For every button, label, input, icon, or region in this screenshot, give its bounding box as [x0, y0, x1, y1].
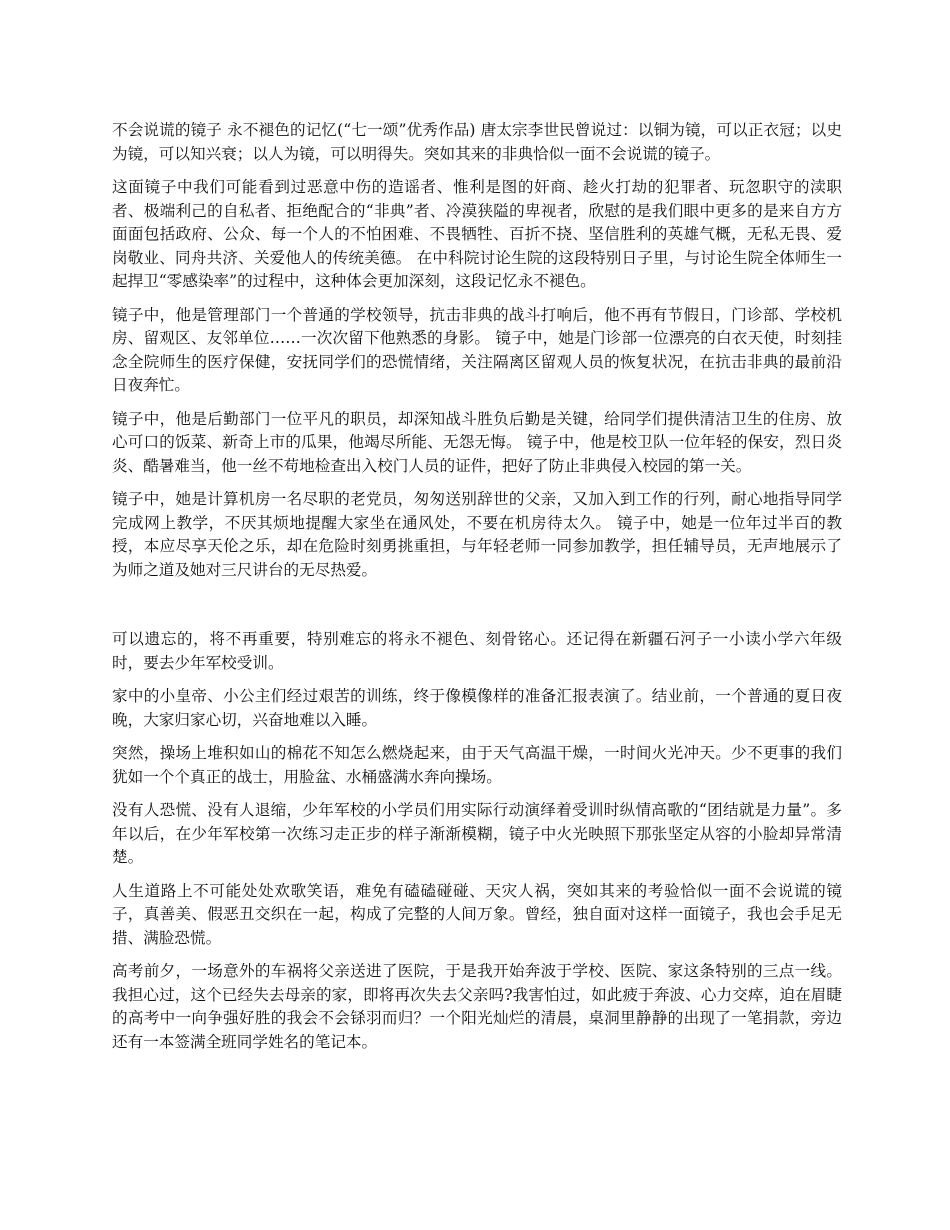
paragraph-9: 没有人恐慌、没有人退缩，少年军校的小学员们用实际行动演绎着受训时纵情高歌的“团结就是力量”。多年以后，在少年军校第一次练习走正步的样子渐渐模糊，镜子中火光映照下那张坚定从容的小脸却异常清楚。 [112, 801, 842, 866]
paragraph-11: 高考前夕，一场意外的车祸将父亲送进了医院，于是我开始奔波于学校、医院、家这条特别的三点一线。我担心过，这个已经失去母亲的家，即将再次失去父亲吗?我害怕过，如此疲于奔波、心力交瘁，迫在眉睫的高考中一向争强好胜的我会不会铩羽而归？一个阳光灿烂的清晨，桌洞里静静的出现了一笔捐款，旁边还有一本签满全班同学姓名的笔记本。 [112, 962, 842, 1051]
paragraph-4: 镜子中，他是后勤部门一位平凡的职员，却深知战斗胜负后勤是关键，给同学们提供清洁卫生的住房、放心可口的饭菜、新奇上市的瓜果，他竭尽所能、无怨无悔。 镜子中，他是校卫队一位年轻的保安，烈日炎炎、酷暑难当，他一丝不苟地检查出入校门人员的证件，把好了防止非典侵入校园的第一关。 [112, 409, 842, 475]
document-body [112, 119, 842, 1064]
paragraph-3: 镜子中，他是管理部门一个普通的学校领导，抗击非典的战斗打响后，他不再有节假日，门诊部、学校机房、留观区、友邻单位……一次次留下他熟悉的身影。 镜子中，她是门诊部一位漂亮的白衣天使，时刻挂念全院师生的医疗保健，安抚同学们的恐慌情绪，关注隔离区留观人员的恢复状况，在抗击非典的最前沿日夜奔忙。 [112, 305, 842, 394]
paragraph-5: 镜子中，她是计算机房一名尽职的老党员，匆匆送别辞世的父亲，又加入到工作的行列，耐心地指导同学完成网上教学，不厌其烦地提醒大家坐在通风处，不要在机房待太久。 镜子中，她是一位年过半百的教授，本应尽享天伦之乐，却在危险时刻勇挑重担，与年轻老师一同参加教学，担任辅导员，无声地展示了为师之道及她对三尺讲台的无尽热爱。 [112, 490, 842, 579]
section-gap [112, 592, 842, 628]
paragraph-2: 这面镜子中我们可能看到过恶意中伤的造谣者、惟利是图的奸商、趁火打劫的犯罪者、玩忽职守的渎职者、极端利己的自私者、拒绝配合的“非典”者、冷漠狭隘的卑视者，欣慰的是我们眼中更多的是来自方方面面包括政府、公众、每一个人的不怕困难、不畏牺牲、百折不挠、坚信胜利的英雄气概，无私无畏、爱岗敬业、同舟共济、关爱他人的传统美德。 在中科院讨论生院的这段特别日子里，与讨论生院全体师生一起捍卫“零感染率”的过程中，这种体会更加深刻，这段记忆永不褪色。 [112, 178, 842, 290]
paragraph-10: 人生道路上不可能处处欢歌笑语，难免有磕磕碰碰、天灾人祸，突如其来的考验恰似一面不会说谎的镜子，真善美、假恶丑交织在一起，构成了完整的人间万象。曾经，独自面对这样一面镜子，我也会手足无措、满脸恐慌。 [112, 881, 842, 947]
paragraph-7: 家中的小皇帝、小公主们经过艰苦的训练，终于像模像样的准备汇报表演了。结业前，一个普通的夏日夜晚，大家归家心切，兴奋地难以入睡。 [112, 687, 842, 729]
paragraph-1: 不会说谎的镜子 永不褪色的记忆(“七一颂”优秀作品) 唐太宗李世民曾说过：以铜为镜，可以正衣冠；以史为镜，可以知兴衰；以人为镜，可以明得失。突如其来的非典恰似一面不会说谎的镜子。 [112, 121, 842, 163]
paragraph-8: 突然，操场上堆积如山的棉花不知怎么燃烧起来，由于天气高温干燥，一时间火光冲天。少不更事的我们犹如一个个真正的战士，用脸盆、水桶盛满水奔向操场。 [112, 744, 842, 786]
paragraph-6: 可以遗忘的，将不再重要，特别难忘的将永不褪色、刻骨铭心。还记得在新疆石河子一小读小学六年级时，要去少年军校受训。 [112, 630, 842, 672]
